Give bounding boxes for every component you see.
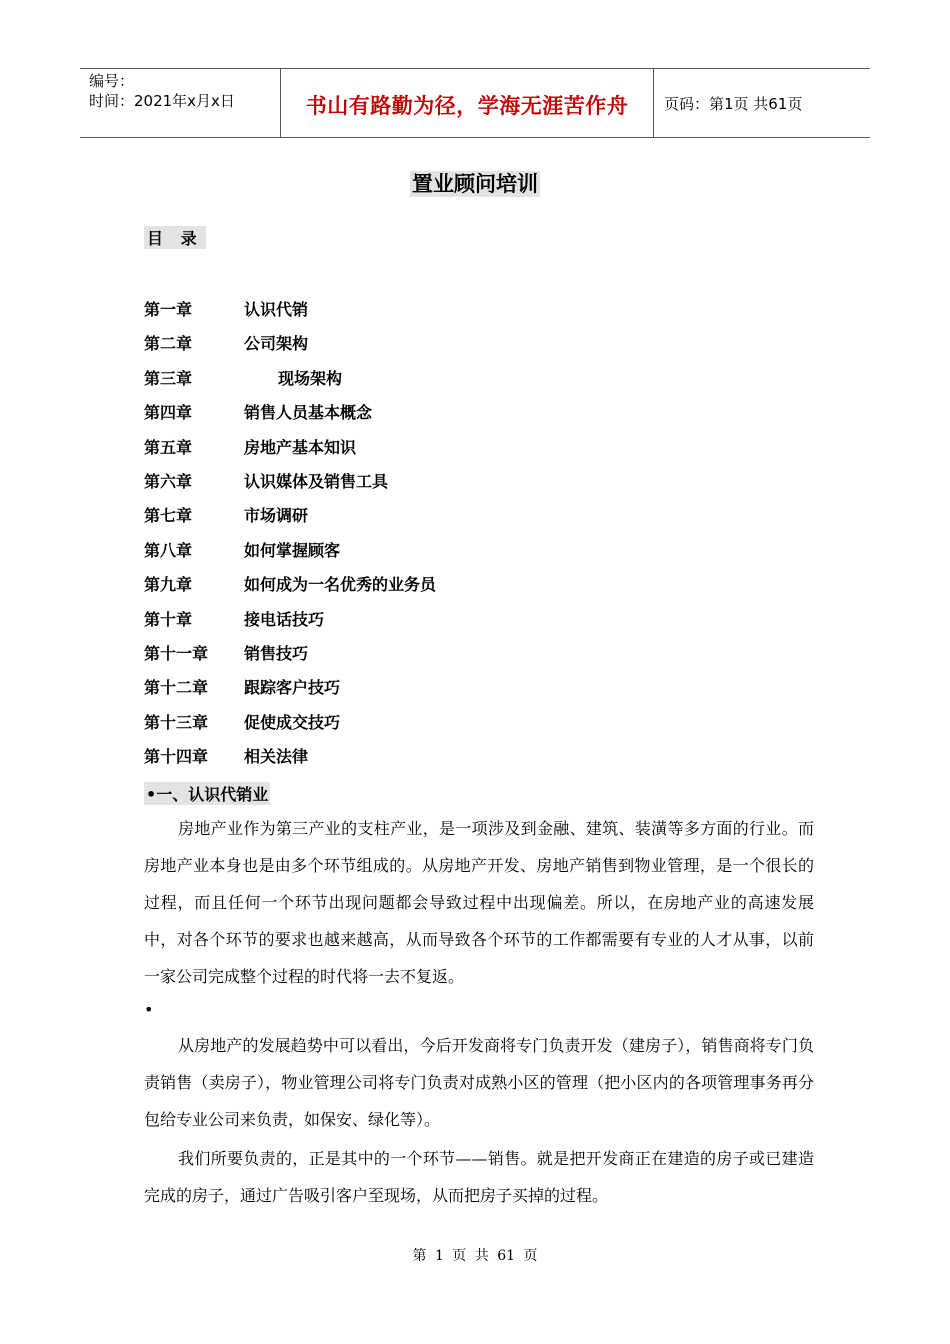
document-title-wrap: [0, 168, 950, 198]
toc-chapter-number: 第九章: [144, 575, 193, 595]
header-motto-cell: [281, 69, 654, 137]
toc-chapter-title: 市场调研: [244, 506, 309, 526]
toc-item[interactable]: [144, 745, 436, 779]
toc-chapter-title: 促使成交技巧: [244, 712, 341, 732]
toc-heading: 目 录: [144, 226, 206, 249]
toc-chapter-number: 第十三章: [144, 712, 209, 732]
toc-item[interactable]: [144, 332, 436, 366]
body-paragraph-1: 房地产业作为第三产业的支柱产业，是一项涉及到金融、建筑、装潢等多方面的行业。而房地产业本身也是由多个环节组成的。从房地产开发、房地产销售到物业管理，是一个很长的过程，而且任何一个环节出现问题都会导致过程中出现偏差。所以，在房地产业的高速发展中，对各个环节的要求也越来越高，从而导致各个环节的工作都需要有专业的人才从事，以前一家公司完成整个过程的时代将一去不复返。: [144, 819, 814, 986]
header-page-info: 页码：第1页 共61页: [664, 94, 803, 113]
toc-chapter-number: 第八章: [144, 540, 193, 560]
document-number-label: 编号：: [89, 72, 135, 90]
toc-item[interactable]: [144, 642, 436, 676]
page-footer: 第 1 页 共 61 页: [412, 1248, 538, 1264]
toc-item[interactable]: [144, 298, 436, 332]
header-page-cell: [654, 69, 870, 137]
toc-chapter-number: 第十四章: [144, 747, 209, 767]
header-table: [80, 68, 870, 138]
toc-chapter-title: 如何掌握顾客: [244, 540, 341, 560]
toc-chapter-number: 第二章: [144, 334, 193, 354]
toc-item[interactable]: [144, 676, 436, 710]
toc-chapter-number: 第五章: [144, 437, 193, 457]
toc-chapter-title: 相关法律: [244, 747, 309, 767]
toc-chapter-number: 第十章: [144, 609, 193, 629]
toc-chapter-number: 第三章: [144, 368, 193, 388]
toc-item[interactable]: [144, 367, 436, 401]
toc-chapter-title: 销售技巧: [244, 643, 309, 663]
toc-chapter-title: 现场架构: [278, 368, 343, 388]
toc-item[interactable]: [144, 711, 436, 745]
toc-item[interactable]: [144, 539, 436, 573]
toc-chapter-number: 第七章: [144, 506, 193, 526]
toc-chapter-title: 销售人员基本概念: [244, 403, 373, 423]
toc-chapter-number: 第四章: [144, 403, 193, 423]
toc-item[interactable]: [144, 436, 436, 470]
toc-chapter-title: 跟踪客户技巧: [244, 678, 341, 698]
bullet-marker: •: [144, 1000, 154, 1019]
document-title: 置业顾问培训: [412, 172, 538, 196]
toc-chapter-title: 认识媒体及销售工具: [244, 471, 389, 491]
toc-chapter-number: 第六章: [144, 471, 193, 491]
header-meta-cell: [80, 69, 281, 137]
motto-text: 书山有路勤为径，学海无涯苦作舟: [305, 94, 629, 118]
toc-chapter-title: 公司架构: [244, 334, 309, 354]
toc-item[interactable]: [144, 573, 436, 607]
section-heading: •一、认识代销业: [144, 782, 270, 805]
toc-item[interactable]: [144, 608, 436, 642]
body-paragraph-3: 我们所要负责的，正是其中的一个环节——销售。就是把开发商正在建造的房子或已建造完成的房子，通过广告吸引客户至现场，从而把房子买掉的过程。: [144, 1149, 814, 1205]
toc-chapter-title: 如何成为一名优秀的业务员: [244, 575, 437, 595]
toc-chapter-number: 第十二章: [144, 678, 209, 698]
toc-item[interactable]: [144, 470, 436, 504]
toc-item[interactable]: [144, 504, 436, 538]
toc-chapter-title: 房地产基本知识: [244, 437, 357, 457]
toc-chapter-title: 接电话技巧: [244, 609, 325, 629]
toc-chapter-number: 第一章: [144, 300, 193, 319]
toc-chapter-number: 第十一章: [144, 643, 209, 663]
toc-item[interactable]: [144, 401, 436, 435]
document-date-label: 时间：2021年x月x日: [89, 92, 235, 110]
toc-chapter-title: 认识代销: [244, 300, 309, 319]
table-of-contents: [144, 298, 436, 779]
body-paragraph-2: 从房地产的发展趋势中可以看出，今后开发商将专门负责开发（建房子），销售商将专门负责销售（卖房子），物业管理公司将专门负责对成熟小区的管理（把小区内的各项管理事务再分包给专业公司来负责，如保安、绿化等）。: [144, 1036, 814, 1129]
